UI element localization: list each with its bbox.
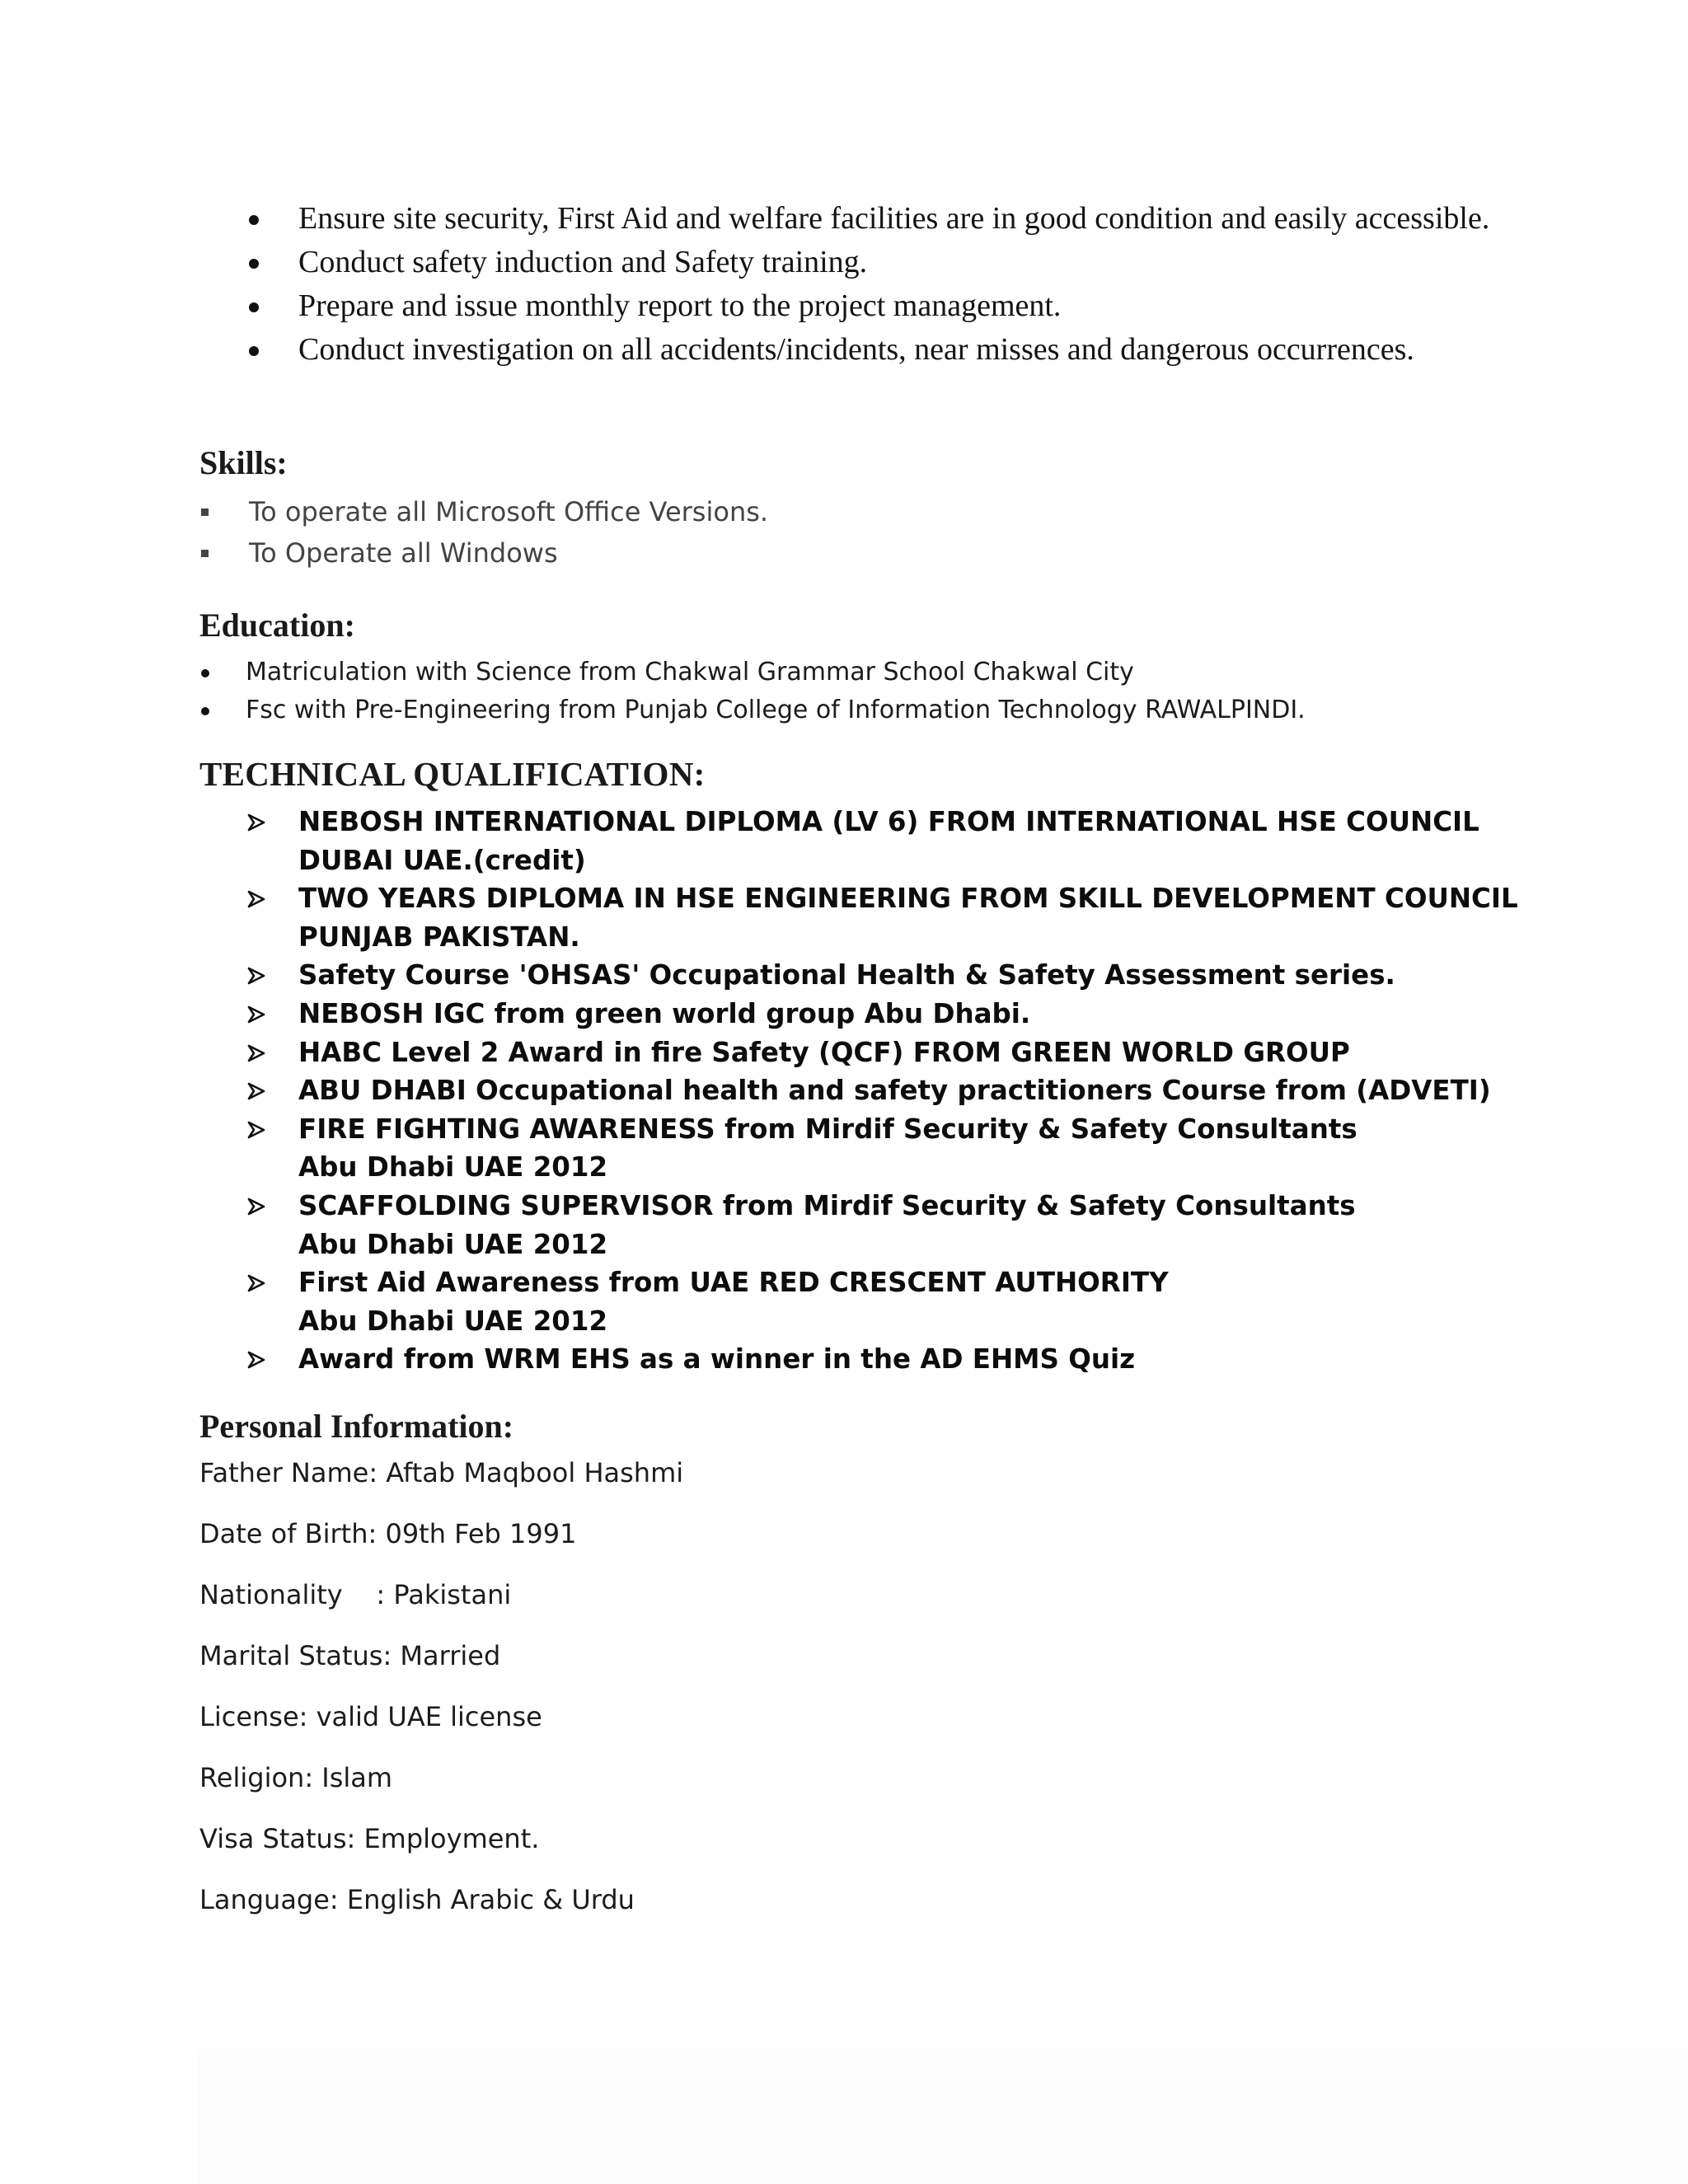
duties-list: [247, 198, 1500, 373]
technical-item: [247, 1263, 1533, 1340]
bullet-icon: [249, 215, 259, 225]
bullet-icon: [249, 302, 259, 312]
info-language: Language: English Arabic & Urdu: [199, 1884, 635, 1915]
info-father-name: Father Name: Aftab Maqbool Hashmi: [199, 1457, 684, 1488]
technical-item-line: NEBOSH INTERNATIONAL DIPLOMA (LV 6) FROM INTERNATIONAL HSE COUNCIL: [298, 806, 1479, 837]
technical-item-line: Abu Dhabi UAE 2012: [298, 1228, 608, 1260]
technical-item-line: DUBAI UAE.(credit): [298, 844, 586, 876]
technical-list: [247, 803, 1533, 1379]
technical-item-line: TWO YEARS DIPLOMA IN HSE ENGINEERING FROM SKILL DEVELOPMENT COUNCIL: [298, 883, 1518, 915]
technical-item-line: Safety Course 'OHSAS' Occupational Health & Safety Assessment series.: [298, 959, 1395, 991]
technical-item-line: Abu Dhabi UAE 2012: [298, 1151, 608, 1183]
info-marital-status: Marital Status: Married: [199, 1640, 501, 1671]
info-date-of-birth: Date of Birth: 09th Feb 1991: [199, 1518, 577, 1549]
technical-item: [247, 803, 1533, 879]
arrowhead-bullet-icon: [247, 890, 265, 908]
technical-item: [247, 956, 1533, 995]
arrowhead-bullet-icon: [247, 1351, 265, 1369]
technical-item: [247, 1110, 1533, 1187]
arrowhead-bullet-icon: [247, 1121, 265, 1139]
education-list: [199, 654, 1306, 729]
technical-item: [247, 995, 1533, 1033]
skills-heading: Skills:: [199, 444, 288, 481]
technical-heading: TECHNICAL QUALIFICATION:: [199, 755, 706, 793]
bullet-icon: [201, 669, 209, 677]
personal-info: [199, 1456, 683, 1944]
duty-item: Prepare and issue monthly report to the project management.: [247, 285, 1500, 326]
technical-item-line: HABC Level 2 Award in fire Safety (QCF) FROM GREEN WORLD GROUP: [298, 1036, 1350, 1068]
info-visa-status: Visa Status: Employment.: [199, 1823, 540, 1854]
technical-item-line: Award from WRM EHS as a winner in the AD EHMS Quiz: [298, 1343, 1136, 1376]
skill-item: To Operate all Windows: [199, 532, 768, 574]
arrowhead-bullet-icon: [247, 1197, 265, 1216]
personal-heading: Personal Information:: [199, 1408, 514, 1445]
skills-list: [199, 491, 768, 574]
square-bullet-icon: [201, 550, 209, 557]
technical-item-line: SCAFFOLDING SUPERVISOR from Mirdif Security & Safety Consultants: [298, 1189, 1356, 1221]
info-nationality: Nationality : Pakistani: [199, 1579, 512, 1610]
skill-item: To operate all Microsoft Office Versions.: [199, 491, 768, 532]
technical-item-line: Abu Dhabi UAE 2012: [298, 1305, 608, 1337]
info-license: License: valid UAE license: [199, 1701, 542, 1732]
technical-item: [247, 1071, 1533, 1110]
duty-item: Ensure site security, First Aid and welfare facilities are in good condition and easily accessible.: [247, 198, 1500, 239]
arrowhead-bullet-icon: [247, 813, 265, 832]
technical-item-line: ABU DHABI Occupational health and safety practitioners Course from (ADVETI): [298, 1075, 1491, 1107]
education-heading: Education:: [199, 607, 355, 644]
duty-item: Conduct investigation on all accidents/incidents, near misses and dangerous occurrences.: [247, 329, 1500, 370]
square-bullet-icon: [201, 509, 209, 516]
arrowhead-bullet-icon: [247, 1044, 265, 1062]
technical-item: [247, 1187, 1533, 1263]
technical-item-line: FIRE FIGHTING AWARENESS from Mirdif Security & Safety Consultants: [298, 1113, 1357, 1145]
education-item: Fsc with Pre-Engineering from Punjab College of Information Technology RAWALPINDI.: [199, 691, 1306, 729]
arrowhead-bullet-icon: [247, 1274, 265, 1292]
technical-item-line: First Aid Awareness from UAE RED CRESCENT AUTHORITY: [298, 1267, 1169, 1299]
bullet-icon: [249, 346, 259, 356]
duty-item: Conduct safety induction and Safety training.: [247, 241, 1500, 283]
technical-item: [247, 1033, 1533, 1072]
arrowhead-bullet-icon: [247, 1005, 265, 1024]
arrowhead-bullet-icon: [247, 967, 265, 985]
technical-item: [247, 879, 1533, 956]
bullet-icon: [249, 259, 259, 269]
arrowhead-bullet-icon: [247, 1082, 265, 1100]
info-religion: Religion: Islam: [199, 1762, 393, 1793]
bullet-icon: [201, 707, 209, 715]
technical-item: [247, 1340, 1533, 1379]
education-item: Matriculation with Science from Chakwal Grammar School Chakwal City: [199, 654, 1306, 691]
technical-item-line: PUNJAB PAKISTAN.: [298, 921, 580, 953]
technical-item-line: NEBOSH IGC from green world group Abu Dhabi.: [298, 997, 1031, 1029]
